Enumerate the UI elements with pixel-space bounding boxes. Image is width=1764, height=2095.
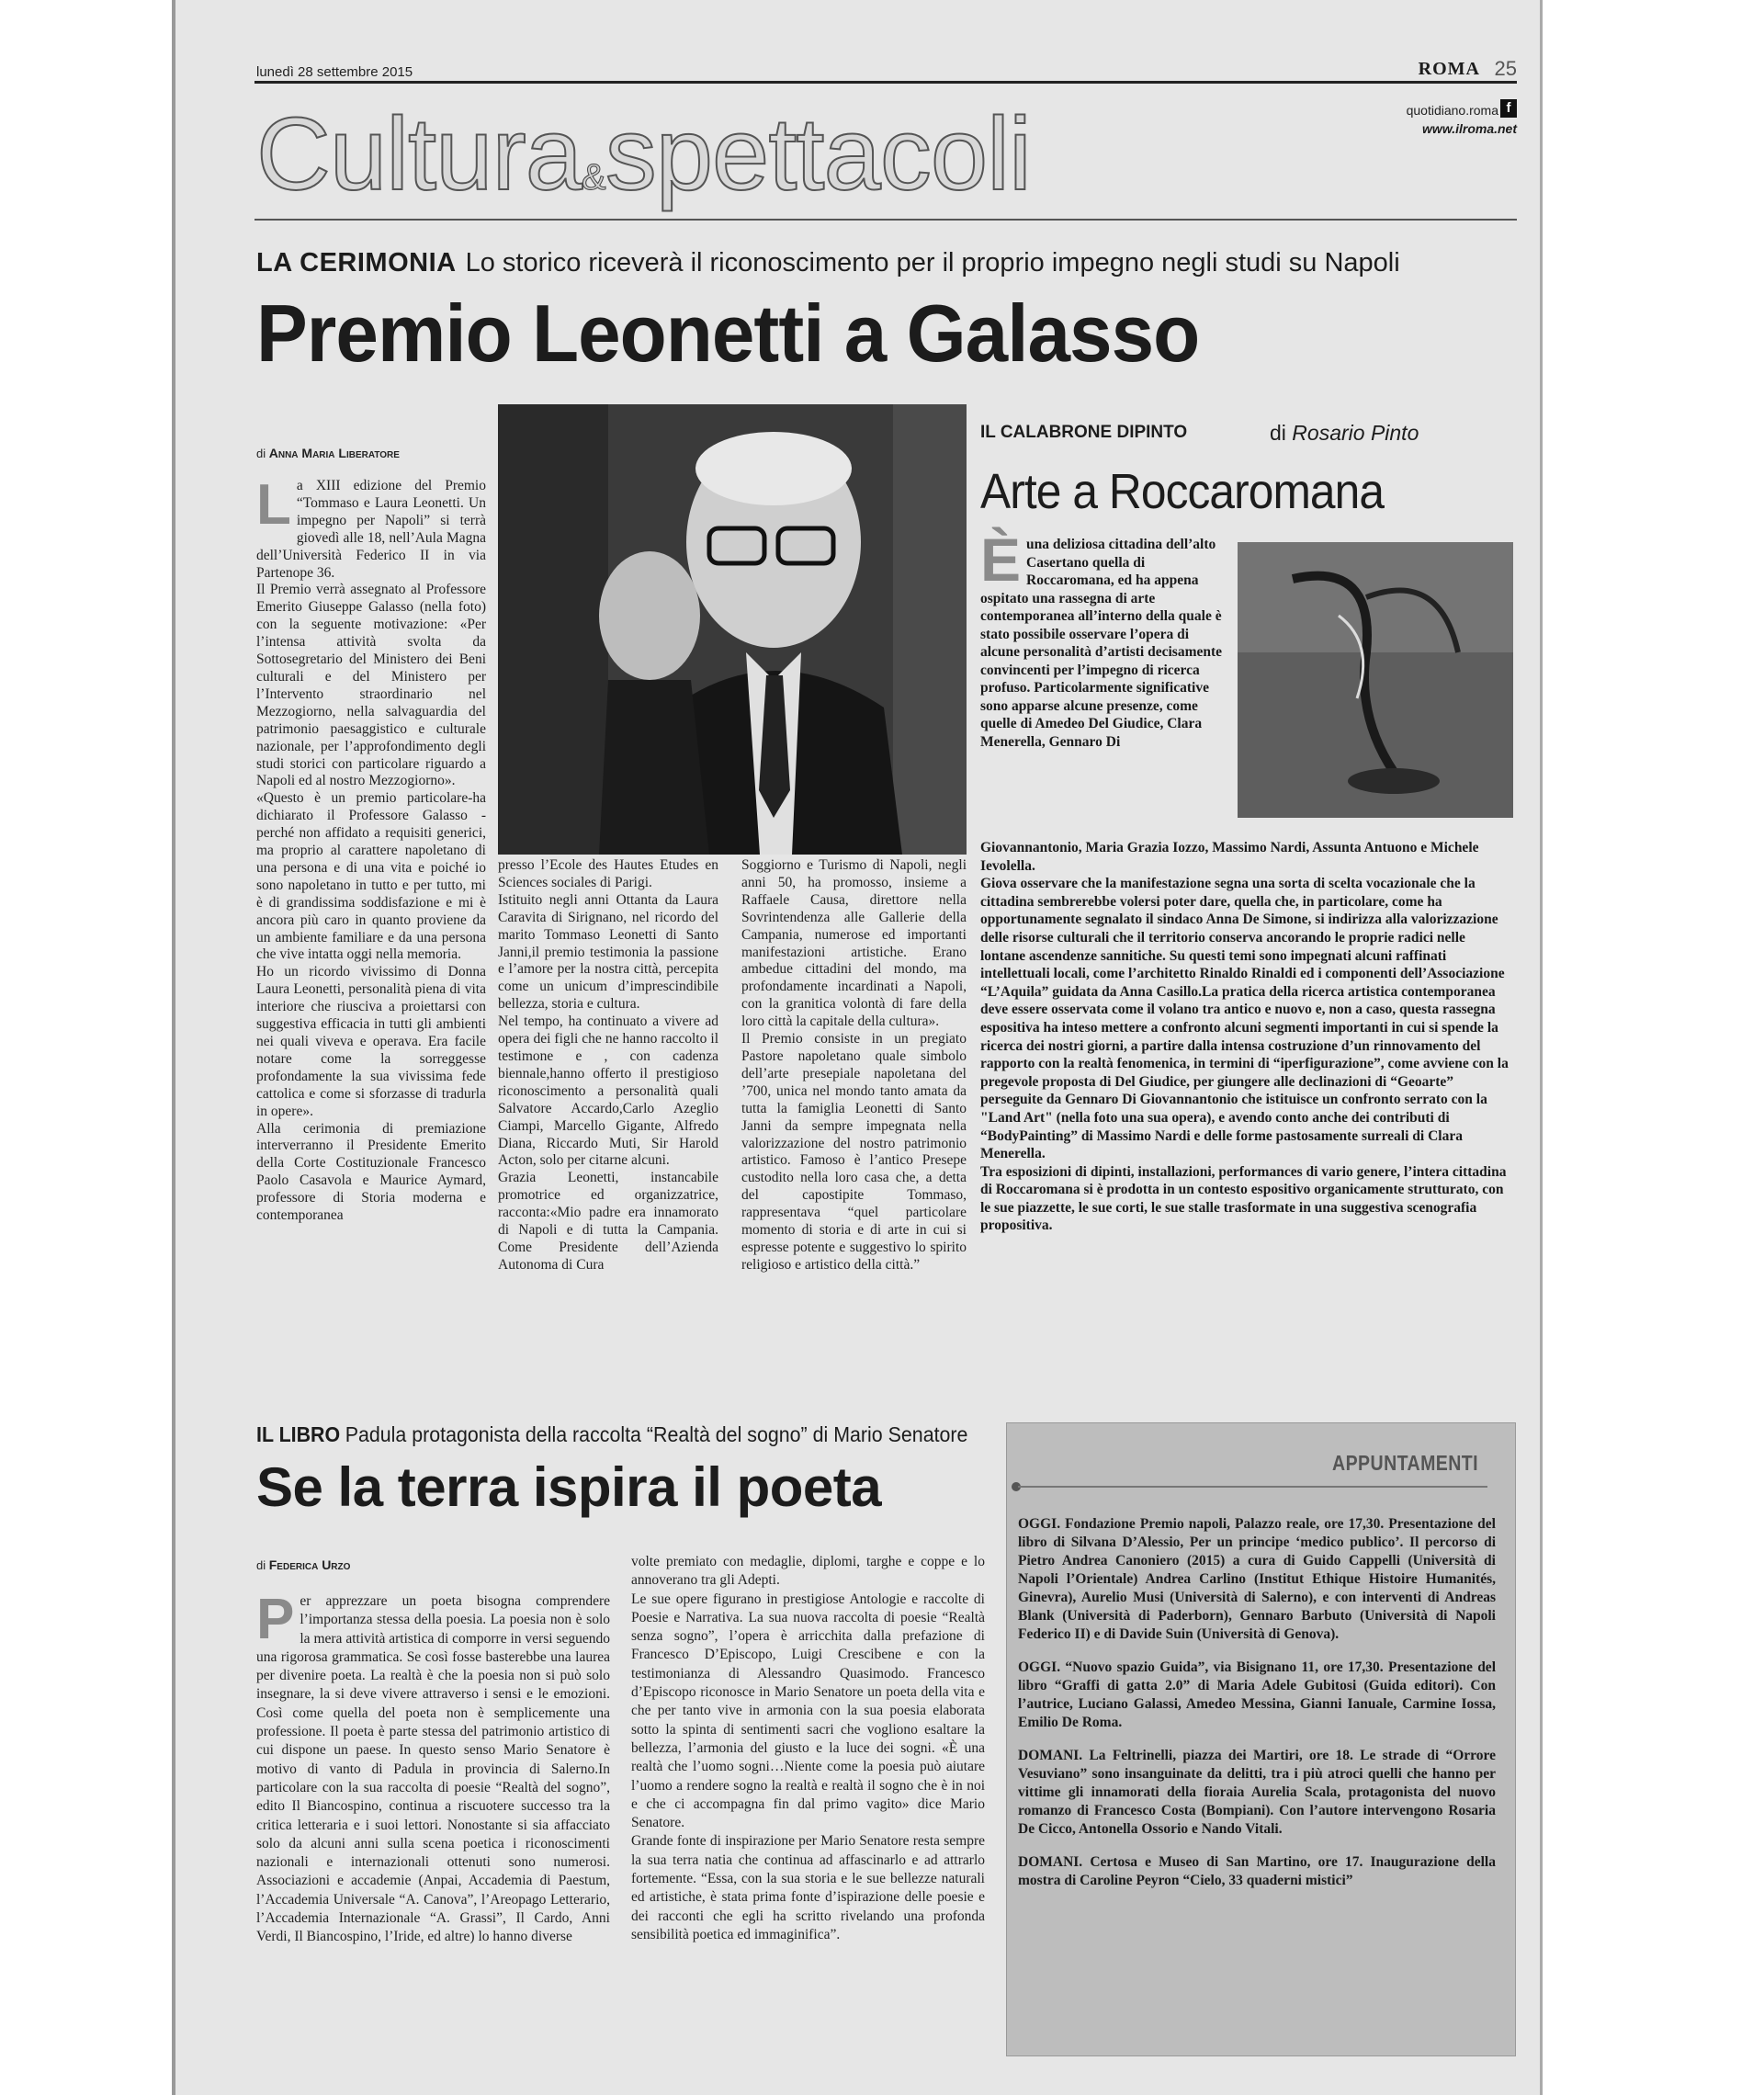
article1-byline-name: Anna Maria Liberatore [268,446,400,460]
article2-paragraph: Giova osservare che la manifestazione segna una sorta di scelta vocazionale che la cittadina sembrerebbe volersi poter dare, quella che, in particolare, come ha opportunamente segnalato il sindaco Anna De Simone, si indirizza alla valorizzazione delle risorse culturali che il territorio conserva ancorando le proprie radici nelle lontane ascendenze sannitiche. Su questi temi sono impegnati alcuni raffinati intellettuali locali, come l’architetto Rinaldo Rinaldi ed i componenti dell’Associazione “L’Aquila” guidata da Anna Casillo.La pratica della ricerca artistica contemporanea deve essere osservata come il volano tra antico e nuovo e, non a caso, questa rassegna espositiva ha inteso mettere a confronto alcuni segmenti importanti in cui si spende la ricerca dei nostri giorni, a partire dalla intensa costruzione d’un rinnovamento del rapporto con la realtà fenomenica, in termini di “iperfigurazione”, come avviene con la pregevole proposta di Del Giudice, per giungere alle declinazioni di “Geoarte” perseguite da Gennaro Di Giovannantonio che istituisce un confronto serrato con la "Land Art" (nella foto una sua opera), e avendo conto anche dei contributi di “BodyPainting” di Massimo Nardi e delle forme pastosamente surreali di Clara Menerella. [980,876,1509,1162]
article1-col3-paragraph: Il Premio consiste in un pregiato Pastore napoletano quale simbolo dell’arte presepiale napoletana del ’700, unica nel mondo tanto amata da tutta la famiglia Leonetti di Santo Janni da sempre impegnata nella valorizzazione del nostro patrimonio artistico. Famoso è l’antico Presepe custodito nella loro casa che, a detta del capostipite Tommaso, rappresentava “quel particolare momento di storia e di arte in cui si espresse potente e suggestivo lo spirito religioso e artistico della città.” [741,1031,967,1273]
article1-col1-paragraph: Ho un ricordo vivissimo di Donna Laura Leonetti, personalità piena di vita interiore che riusciva a proiettarsi con suggestiva efficacia in tutti gli ambienti nei quali viveva e operava. Era facile notare come la sorreggesse profondamente la sua vivissima fede cattolica e come si sforzasse di tradurla in opere». [256,964,486,1119]
section-title-amp: & [582,157,605,198]
photo-giuseppe-galasso [498,404,967,855]
article3-kicker [256,1422,967,1447]
article2-dropcap: È [980,526,1022,594]
page-edge-right [1540,0,1543,2095]
section-title-part2: spettacoli [605,96,1031,211]
article3-kicker-label: IL LIBRO [256,1422,341,1446]
article2-title: Arte a Roccaromana [980,464,1385,519]
article2-paragraph: Giovannantonio, Maria Grazia Iozzo, Massimo Nardi, Assunta Antuono e Michele Ievolella. [980,840,1479,874]
article2-author-name: Rosario Pinto [1292,421,1419,445]
article1-byline [256,446,400,460]
appuntamenti-title: APPUNTAMENTI [1332,1451,1478,1475]
header-rule [254,81,1517,84]
article3-column-2 [631,1553,985,1944]
facebook-icon: f [1500,99,1517,118]
article3-column-1 [256,1588,610,1947]
section-rule [254,219,1517,221]
article2-intro-wrap [980,526,1224,751]
sculpture-illustration [1238,542,1513,818]
photo-land-art-sculpture [1238,542,1513,818]
article3-col2-paragraph: Grande fonte di inspirazione per Mario Senatore resta sempre la sua terra natia che continua ad affascinarlo e ad attrarlo fortemente. “Essa, con la sua storia e le sue bellezze naturali ed artistiche, è stata prima fonte d’ispirazione delle poesie e dei racconti che egli ha scritto rivelando una profonda sensibilità poetica ed immaginifica”. [631,1833,985,1942]
article1-kicker-label: LA CERIMONIA [256,248,457,277]
article2-author [1270,421,1419,446]
portrait-illustration [498,404,967,855]
article3-dropcap: P [256,1588,295,1651]
article1-column-2 [498,857,718,1274]
appuntamenti-box [1006,1422,1516,2056]
appuntamenti-item: DOMANI. La Feltrinelli, piazza dei Martiri, ore 18. Le strade di “Orrore Vesuviano” sono insanguinate da delitti, tra i più atroci quelli che hanno per vittime gli innamorati della fioraia Aurelia Scala, protagonista del nuovo romanzo di Francesco Costa (Bompiani). Con l’autore intervengono Rosaria De Cicco, Antonella Ossorio e Nando Vitali. [1018,1748,1496,1837]
article1-col1-paragraph: Il Premio verrà assegnato al Professore Emerito Giuseppe Galasso (nella foto) con la seguente motivazione: «Per l’intensa attività svolta da Sottosegretario del Ministero dei Beni culturali e del Ministero per l’Intervento straordinario nel Mezzogiorno, nella salvaguardia del patrimonio paesaggistico e culturale nazionale, per l’approfondimento degli studi storici con particolare riguardo a Napoli ed al nostro Mezzogiorno». [256,582,486,789]
appuntamenti-rule [1018,1486,1487,1488]
article1-dropcap: L [256,473,291,537]
article1-col1-paragraph: a XIII edizione del Premio “Tommaso e Laura Leonetti. Un impegno per Napoli” si terrà giovedì alle 18, nell’Aula Magna dell’Università Federico II in via Partenope 36. [256,478,486,581]
article3-col1-paragraph: er apprezzare un poeta bisogna comprendere l’importanza stessa della poesia. La poesia non è solo la mera attività artistica di comporre in versi seguendo una rigorosa grammatica. Se così fosse basterebbe una laurea per divenire poeta. La realtà è che la poesia non si può solo insegnare, la si deve vivere attraverso i sensi e le emozioni. Così come quella del poeta non è semplicemente una professione. Il poeta è parte stessa del patrimonio artistico di cui dispone un paese. In questo senso Mario Senatore è motivo di vanto di Padula in provincia di Salerno.In particolare con la sua raccolta di poesie “Realtà del sogno”, edito Il Biancospino, continua a riscuotere successo tra la critica letteraria e i suoi lettori. Nonostante si sia affacciato solo da alcuni anni sulla scena poetica i riconoscimenti nazionali e internazionali ottenuti sono numerosi. Associazioni e accademie (Anpai, Accademia di Paestum, l’Accademia Universale “A. Canova”, l’Areopago Letterario, l’Accademia Internazionale “A. Grassi”, Il Cardo, Anni Verdi, Il Biancospino, l’Iride, ed altre) lo hanno diverse [256,1593,610,1945]
section-title-part1: Cultura [256,96,582,211]
appuntamenti-item: OGGI. “Nuovo spazio Guida”, via Bisignano 11, ore 17,30. Presentazione del libro “Graffi di gatta 2.0” di Maria Adele Gubitosi (Guida editori). Con l’autrice, Luciano Galassi, Amedeo Messina, Gianni Ianuale, Carmine Iossa, Emilio De Roma. [1018,1659,1496,1730]
article2-body [980,839,1513,1235]
article1-col2-paragraph: Nel tempo, ha continuato a vivere ad opera dei figli che ne hanno raccolto il testimone e , con cadenza biennale,hanno offerto il prestigioso riconoscimento a personalità quali Salvatore Accardo,Carlo Azeglio Ciampi, Marcello Gigante, Alfredo Diana, Riccardo Muti, Sir Harold Acton, solo per citarne alcuni. [498,1014,718,1169]
appuntamenti-item: DOMANI. Certosa e Museo di San Martino, ore 17. Inaugurazione della mostra di Caroline Peyron “Cielo, 33 quaderni mistici” [1018,1854,1496,1888]
appuntamenti-list [1018,1515,1496,1905]
article2-intro: una deliziosa cittadina dell’alto Casertano quella di Roccaromana, ed ha appena ospitato una rassegna di arte contemporanea all’interno della quale è stato possibile osservare l’opera di alcune personalità d’artisti decisamente convincenti per l’impegno di ricerca profuso. Particolarmente significative sono apparse alcune presenze, come quelle di Amedeo Del Giudice, Clara Menerella, Gennaro Di [980,537,1223,750]
section-title [256,96,1031,232]
newspaper-page [172,0,1543,2095]
article1-col1-paragraph: Alla cerimonia di premiazione interverranno il Presidente Emerito della Corte Costituzionale Francesco Paolo Casavola e Maurice Aymard, professore di Storia moderna e contemporanea [256,1120,486,1224]
appuntamenti-item: OGGI. Fondazione Premio napoli, Palazzo reale, ore 17,30. Presentazione del libro di Silvana D’Alessio, Per un principe ‘medico publico’. Il percorso di Pietro Andrea Canoniero (2015) a cura di Guido Cappelli (Università di Napoli l’Orientale) Andrea Carlino (Institut Ethique Histoire Humanités, Ginevra), Aurelio Musi (Università di Salerno), e con interventi di Andreas Blank (Università di Paderborn), Gennaro Barbuto (Università di Napoli Federico II) e di Davide Suin (Università di Genova). [1018,1516,1496,1642]
article3-col2-paragraph: volte premiato con medaglie, diplomi, targhe e coppe e lo annoverano tra gli Adepti. [631,1554,985,1589]
article2-rubric: IL CALABRONE DIPINTO [980,423,1188,442]
article1-kicker-text: Lo storico riceverà il riconoscimento per il proprio impegno negli studi su Napoli [465,248,1400,277]
page-number: 25 [1494,57,1517,80]
article1-kicker [256,248,1400,278]
article3-byline-prefix: di [256,1558,266,1572]
article2-author-prefix: di [1270,421,1286,445]
article1-headline: Premio Leonetti a Galasso [256,288,1200,379]
article1-col1-paragraph: «Questo è un premio particolare-ha dichiarato il Professore Galasso - perché non affidato a requisiti generici, ma proprio al carattere napoletano di una persona e di una vita e poiché io sono napoletano in tutto e per tutto, mi è di grandissima soddisfazione e mi è ancora più caro in quanto proviene da un ambiente familiare e da una persona che vive intatta oggi nella memoria. [256,790,486,963]
issue-date: lunedì 28 settembre 2015 [256,64,413,80]
page-edge-left [172,0,175,2095]
article2-paragraph: Tra esposizioni di dipinti, installazioni, performances di vario genere, l’intera cittadina di Roccaromana si è prodotta in un contesto espositivo organicamente strutturato, con le sue piazzette, le sue corti, le sue stalle trasformate in una suggestiva scenografia propositiva. [980,1163,1507,1234]
article1-col2-paragraph: presso l’Ecole des Hautes Etudes en Sciences sociales di Parigi. [498,857,718,890]
article1-col2-paragraph: Grazia Leonetti, instancabile promotrice ed organizzatrice, racconta:«Mio padre era innamorato di Napoli e di tutta la Campania. Come Presidente dell’Azienda Autonoma di Cura [498,1170,718,1273]
article1-column-1 [256,473,486,1225]
article3-byline-name: Federica Urzo [268,1557,351,1572]
site-url: www.ilroma.net [1422,121,1517,136]
article1-col3-paragraph: Soggiorno e Turismo di Napoli, negli anni 50, ha promosso, insieme a Raffaele Causa, direttore nella Sovrintendenza alle Gallerie della Campania, numerose ed importanti manifestazioni artistiche. Erano ambedue cittadini del mondo, ma profondamente incardinati a Napoli, con la granitica volontà di fare della loro città la capitale della cultura». [741,857,967,1030]
article1-column-3 [741,857,967,1274]
site-name: quotidiano.roma [1406,103,1498,118]
article3-headline: Se la terra ispira il poeta [256,1456,882,1518]
article3-byline [256,1557,350,1572]
newspaper-brand: ROMA [1418,59,1480,79]
article1-col2-paragraph: Istituito negli anni Ottanta da Laura Caravita di Sirignano, nel ricordo del marito Tommaso Leonetti di Santo Janni,il premio testimonia la passione e l’amore per la nostra città, percepita come un unicum d’imprescindibile bellezza, storia e cultura. [498,891,718,1013]
article3-kicker-text: Padula protagonista della raccolta “Realtà del sogno” di Mario Senatore [345,1422,968,1446]
article1-byline-prefix: di [256,447,266,460]
article3-col2-paragraph: Le sue opere figurano in prestigiose Antologie e raccolte di Poesie e Narrativa. La sua nuova raccolta di poesie “Realtà senza sogno”, l’opera è arricchita dalla prefazione di Francesco D’Episcopo, Luigi Crescibene e con la testimonianza di Alessandro Quasimodo. Francesco d’Episcopo riconosce in Mario Senatore un poeta della vita e che per tanto vive in armonia con la sua poesia elaborata sotto la spinta di sentimenti sacri che vogliono esaltare la bellezza, l’armonia del giusto e la luce dei sogni. «È una realtà che l’uomo sogni…Niente come la poesia può aiutare l’uomo a rendere sogno la realtà e realtà il sogno che è in noi e che ci accompagna fin dal primo vagito» dice Mario Senatore. [631,1591,985,1831]
